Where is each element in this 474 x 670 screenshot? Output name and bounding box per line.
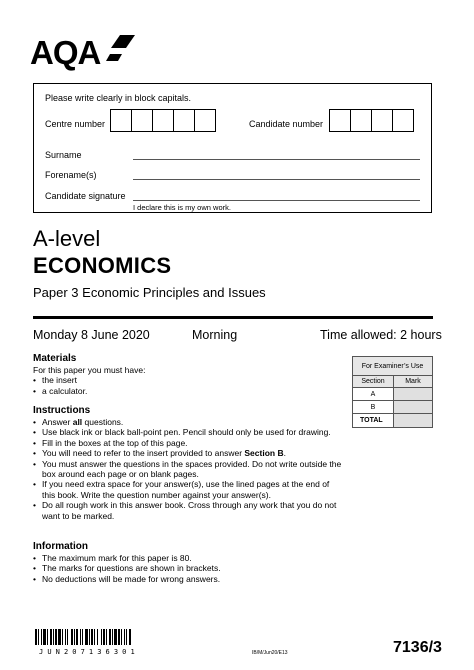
candidate-number-digit[interactable]: [329, 109, 351, 132]
centre-number-digit[interactable]: [131, 109, 153, 132]
candidate-number-field[interactable]: [330, 109, 414, 132]
subject-title: ECONOMICS: [33, 253, 172, 278]
list-item: • If you need extra space for your answer(s), use the lined pages at the end of this book. Write the question number against your answer(s).: [33, 479, 343, 500]
list-item: • The maximum mark for this paper is 80.: [33, 553, 343, 563]
paper-code: 7136/3: [393, 639, 442, 656]
information-heading: Information: [33, 541, 88, 552]
paper-title: Paper 3 Economic Principles and Issues: [33, 285, 266, 300]
centre-number-digit[interactable]: [194, 109, 216, 132]
information-section: [33, 541, 343, 584]
instructions-heading: Instructions: [33, 405, 91, 416]
candidate-number-digit[interactable]: [371, 109, 393, 132]
section-column-header: Section: [353, 376, 394, 388]
materials-section: [33, 353, 343, 396]
divider: [33, 316, 433, 319]
candidate-number-digit[interactable]: [392, 109, 414, 132]
section-cell: A: [353, 388, 394, 401]
centre-number-digit[interactable]: [173, 109, 195, 132]
instructions-section: [33, 405, 343, 521]
signature-label: Candidate signature: [45, 191, 126, 201]
centre-number-field[interactable]: [111, 109, 216, 132]
total-mark-cell: [394, 414, 433, 428]
list-item: • You will need to refer to the insert provided to answer Section B.: [33, 448, 343, 458]
signature-field[interactable]: [133, 200, 420, 201]
total-cell: TOTAL: [353, 414, 394, 428]
list-item: • Answer all questions.: [33, 417, 343, 427]
exam-session: Morning: [192, 328, 238, 342]
mark-cell: [394, 401, 433, 414]
candidate-number-digit[interactable]: [350, 109, 372, 132]
surname-label: Surname: [45, 150, 82, 160]
centre-number-digit[interactable]: [110, 109, 132, 132]
barcode-number: JUN207136301: [39, 648, 139, 656]
list-item: • You must answer the questions in the spaces provided. Do not write outside the box around each page or on blank pages.: [33, 459, 343, 480]
document-reference: IB/M/Jun20/E13: [252, 650, 288, 656]
list-item: • Fill in the boxes at the top of this page.: [33, 438, 343, 448]
declaration-text: I declare this is my own work.: [133, 203, 231, 212]
table-row: [353, 388, 433, 401]
table-row: [353, 414, 433, 428]
section-cell: B: [353, 401, 394, 414]
list-item: • the insert: [33, 375, 343, 385]
list-item: • The marks for questions are shown in brackets.: [33, 563, 343, 573]
qualification-level: A-level: [33, 226, 101, 251]
time-allowed: Time allowed: 2 hours: [320, 328, 442, 342]
candidate-number-label: Candidate number: [249, 119, 324, 129]
forenames-label: Forename(s): [45, 170, 97, 180]
examiners-use-table: [352, 356, 433, 428]
surname-field[interactable]: [133, 159, 420, 160]
examiners-use-title: For Examiner’s Use: [353, 357, 433, 376]
list-item: • Do all rough work in this answer book. Cross through any work that you do not want to be marked.: [33, 500, 343, 521]
barcode: [35, 629, 167, 645]
mark-column-header: Mark: [394, 376, 433, 388]
centre-number-label: Centre number: [45, 119, 106, 129]
centre-number-digit[interactable]: [152, 109, 174, 132]
forenames-field[interactable]: [133, 179, 420, 180]
mark-cell: [394, 388, 433, 401]
list-item: • a calculator.: [33, 386, 343, 396]
aqa-logo-mark-icon: [106, 34, 136, 62]
materials-intro: For this paper you must have:: [33, 365, 146, 375]
exam-date: Monday 8 June 2020: [33, 328, 150, 342]
table-row: [353, 401, 433, 414]
block-capitals-note: Please write clearly in block capitals.: [45, 93, 192, 103]
materials-heading: Materials: [33, 353, 77, 364]
list-item: • Use black ink or black ball-point pen. Pencil should only be used for drawing.: [33, 427, 343, 437]
list-item: • No deductions will be made for wrong answers.: [33, 574, 343, 584]
aqa-logo: AQA: [30, 34, 101, 71]
